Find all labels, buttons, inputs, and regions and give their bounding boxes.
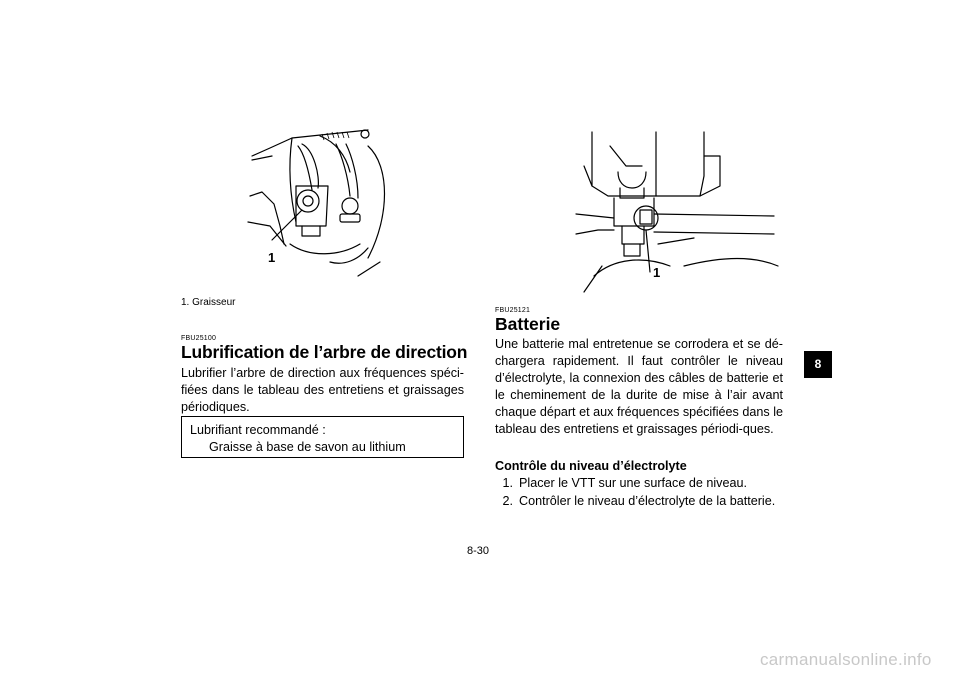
step-item — [495, 475, 747, 492]
figure-left-caption: 1. Graisseur — [181, 297, 236, 308]
subheading-electrolyte-check: Contrôle du niveau d’électrolyte — [495, 459, 687, 473]
page-number: 8-30 — [467, 545, 490, 557]
lubricant-box — [181, 416, 464, 458]
step-number: 1. — [502, 476, 513, 490]
battery-illustration — [574, 126, 784, 296]
steering-shaft-illustration — [240, 126, 390, 291]
section-code-right: FBU25121 — [495, 307, 531, 314]
section-code-left: FBU25100 — [181, 335, 217, 342]
heading-battery: Batterie — [495, 314, 561, 334]
lubricant-label: Lubrifiant recommandé : — [190, 423, 326, 437]
step-number: 2. — [502, 494, 513, 508]
step-item — [495, 493, 775, 510]
watermark: carmanualsonline.info — [760, 650, 932, 669]
step-text: Contrôler le niveau d’électrolyte de la batterie. — [519, 494, 776, 508]
chapter-tab: 8 — [804, 351, 832, 378]
figure-left-callout: 1 — [268, 250, 276, 265]
step-text: Placer le VTT sur une surface de niveau. — [519, 476, 747, 490]
heading-steering-shaft: Lubrification de l’arbre de direction — [181, 342, 468, 362]
lubricant-value: Graisse à base de savon au lithium — [209, 440, 406, 454]
paragraph-battery: Une batterie mal entretenue se corrodera et se dé-chargera rapidement. Il faut contrôler le niveau d’électrolyte, la connexion des câbles de batterie et le cheminement de la durite de mise à l’air avant chaque départ et aux fréquences spécifiées dans le tableau des entretiens et graissages périodi-ques. — [495, 337, 783, 436]
paragraph-steering-shaft: Lubrifier l’arbre de direction aux fréquences spéci-fiées dans le tableau des entretiens et graissages périodiques. — [181, 366, 464, 414]
figure-right-callout: 1 — [653, 265, 661, 280]
